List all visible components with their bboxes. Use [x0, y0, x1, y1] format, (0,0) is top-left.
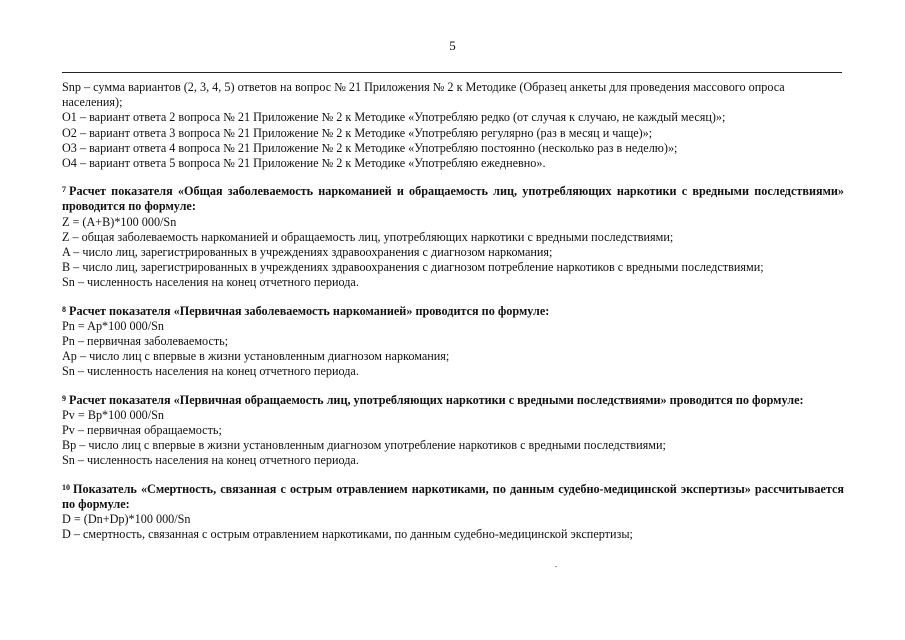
- definition-line: Pv – первичная обращаемость;: [62, 423, 222, 438]
- footnote-number: 8: [62, 304, 66, 314]
- definition-line: Ap – число лиц с впервые в жизни установленным диагнозом наркомания;: [62, 349, 450, 364]
- section-9: [62, 393, 844, 469]
- definition-line: Z – общая заболеваемость наркоманией и обращаемость лиц, употребляющих наркотики с вредными последствиями;: [62, 229, 674, 244]
- definition-line: B – число лиц, зарегистрированных в учреждениях здравоохранения с диагнозом потребление наркотиков с вредными последствиями;: [62, 260, 764, 275]
- intro-line: O3 – вариант ответа 4 вопроса № 21 Приложение № 2 к Методике «Употребляю постоянно (несколько раз в неделю)»;: [62, 140, 678, 155]
- definition-line: Sn – численность населения на конец отчетного периода.: [62, 453, 359, 468]
- section-7: [62, 184, 844, 290]
- formula: Pn = Ap*100 000/Sn: [62, 318, 165, 333]
- section-heading-text: Расчет показателя «Первичная обращаемость лиц, употребляющих наркотики с вредными последствиями» проводится по формуле:: [69, 392, 804, 407]
- definition-line: Sn – численность населения на конец отчетного периода.: [62, 364, 359, 379]
- section-8: [62, 304, 844, 380]
- page-number: 5: [449, 38, 456, 53]
- formula: D = (Dn+Dp)*100 000/Sn: [62, 512, 191, 527]
- formula: Pv = Bp*100 000/Sn: [62, 407, 165, 422]
- document-body: [62, 80, 844, 542]
- header-rule: [62, 72, 842, 73]
- intro-line: O4 – вариант ответа 5 вопроса № 21 Приложение № 2 к Методике «Употребляю ежедневно».: [62, 156, 546, 171]
- section-heading-text: Расчет показателя «Первичная заболеваемость наркоманией» проводится по формуле:: [69, 303, 550, 318]
- intro-line: O2 – вариант ответа 3 вопроса № 21 Приложение № 2 к Методике «Употребляю регулярно (раз в месяц и чаще)»;: [62, 125, 653, 140]
- section-heading-text: Расчет показателя «Общая заболеваемость наркоманией и обращаемость лиц, употребляющих наркотики с вредными последствиями» проводится по формуле:: [62, 184, 844, 214]
- definition-line: Sn – численность населения на конец отчетного периода.: [62, 275, 359, 290]
- footnote-number: 10: [62, 482, 70, 492]
- section-heading: [62, 184, 844, 214]
- section-heading-text: Показатель «Смертность, связанная с острым отравлением наркотиками, по данным судебно-медицинской экспертизы» рассчитывается по формуле:: [62, 481, 844, 511]
- intro-line: O1 – вариант ответа 2 вопроса № 21 Приложение № 2 к Методике «Употребляю редко (от случая к случаю, не каждый месяц)»;: [62, 110, 726, 125]
- definition-line: A – число лиц, зарегистрированных в учреждениях здравоохранения с диагнозом наркомания;: [62, 245, 553, 260]
- footnote-number: 7: [62, 185, 66, 195]
- section-heading: [62, 482, 844, 512]
- definition-line: D – смертность, связанная с острым отравлением наркотиками, по данным судебно-медицинской экспертизы;: [62, 527, 633, 542]
- scan-speck: [555, 566, 557, 567]
- intro-block: [62, 80, 844, 171]
- footnote-number: 9: [62, 393, 66, 403]
- formula: Z = (A+B)*100 000/Sn: [62, 214, 177, 229]
- intro-line: Snp – сумма вариантов (2, 3, 4, 5) ответов на вопрос № 21 Приложения № 2 к Методике (Образец анкеты для проведения массового опроса населения);: [62, 80, 785, 110]
- definition-line: Pn – первичная заболеваемость;: [62, 334, 229, 349]
- section-heading: [62, 304, 844, 319]
- section-heading: [62, 393, 844, 408]
- section-10: [62, 482, 844, 543]
- definition-line: Bp – число лиц с впервые в жизни установленным диагнозом употребление наркотиков с вредными последствиями;: [62, 438, 666, 453]
